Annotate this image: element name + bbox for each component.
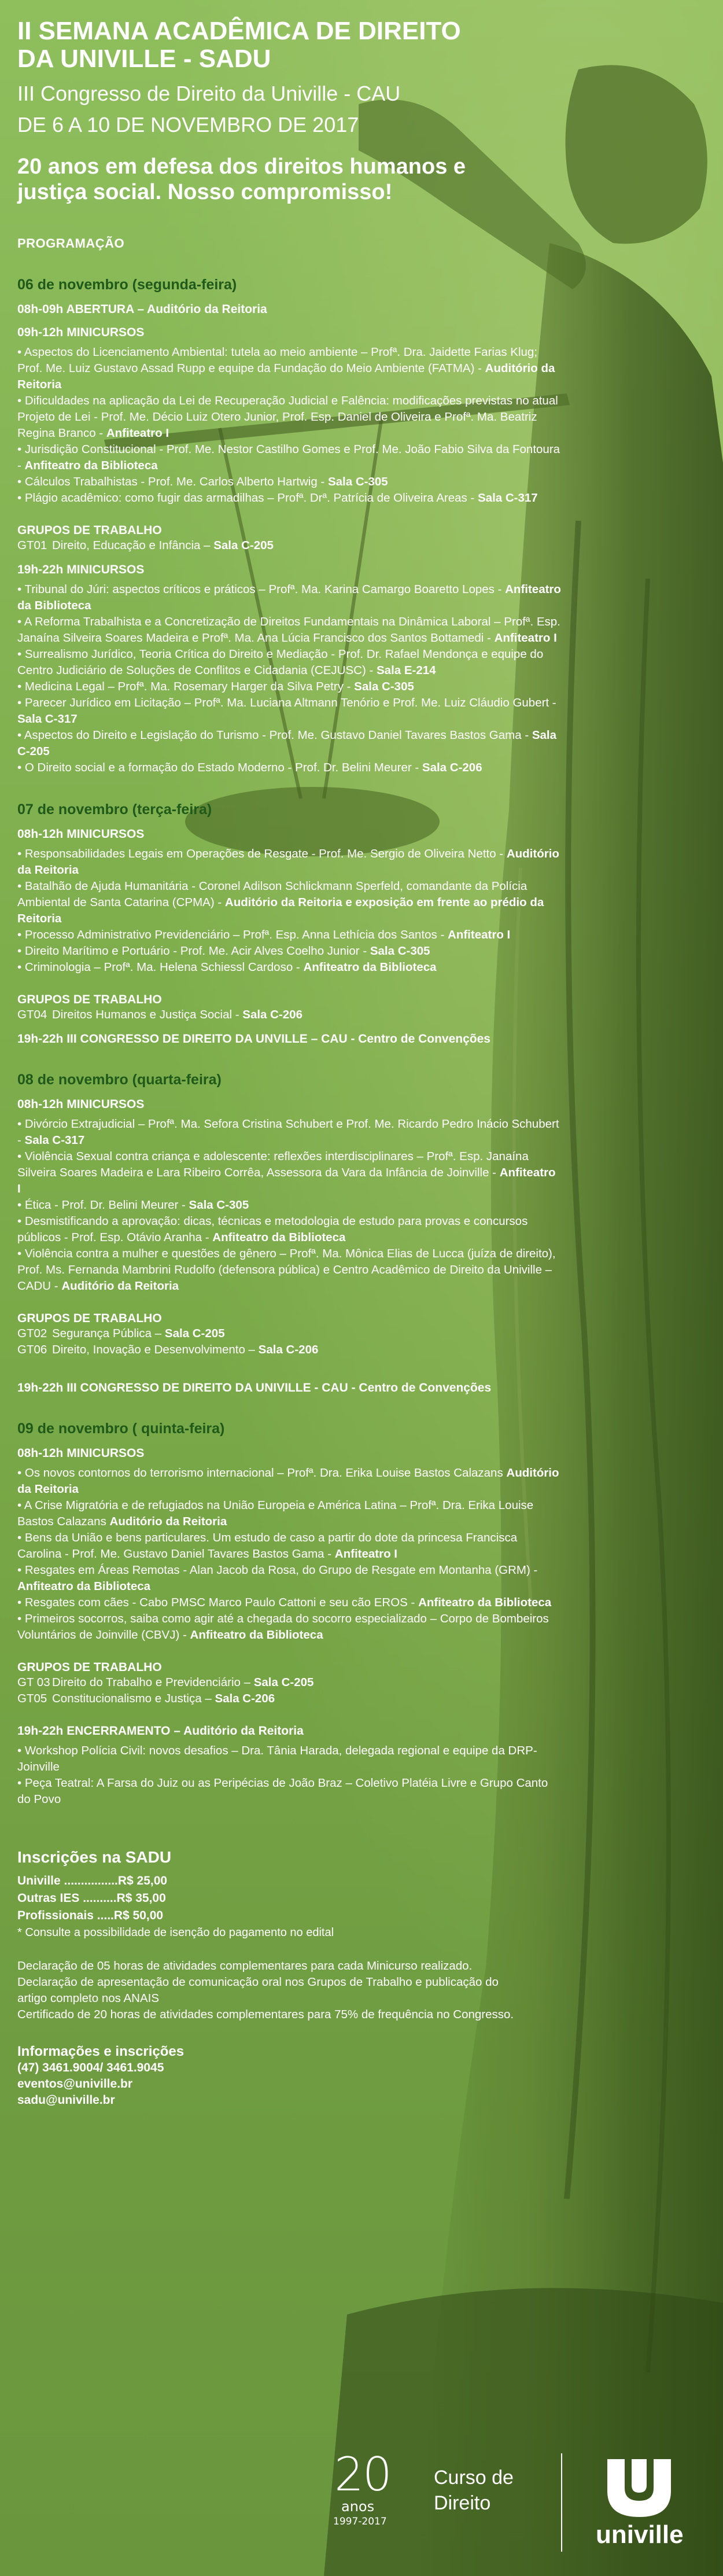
session-row	[17, 1098, 561, 1112]
item-location: Anfiteatro da Biblioteca	[303, 961, 437, 974]
list-item	[17, 1497, 561, 1530]
item-text: • Violência Sexual contra criança e adolescente: reflexões interdisciplinares – Profª. Esp. Janaína Silveira Soares Madeira e Lara Ribeiro Corrêa, Assessora da Vara da Infância de Joinville -	[17, 1150, 529, 1179]
congress-row	[17, 1032, 561, 1046]
item-location: Anfiteatro I	[106, 426, 169, 440]
gt-text: Direitos Humanos e Justiça Social -	[52, 1008, 243, 1021]
gt-code: GT04	[17, 1008, 47, 1021]
item-text: • Processo Administrativo Previdenciário – Profª. Esp. Anna Lethícia dos Santos -	[17, 928, 448, 941]
list-item	[17, 959, 561, 976]
gt-text: Segurança Pública –	[52, 1327, 165, 1340]
session-time: 09h-12h	[17, 326, 64, 339]
curso-line-2: Direito	[434, 2492, 491, 2514]
item-text: • Workshop Polícia Civil: novos desafios – Dra. Tânia Harada, delegada regional e equipe da DRP-Joinville	[17, 1744, 537, 1773]
motto-line-2: justiça social. Nosso compromisso!	[17, 180, 393, 204]
session-row	[17, 827, 561, 841]
gt-code: GT01	[17, 539, 47, 552]
curso-line-1: Curso de	[434, 2467, 514, 2489]
session-time: 19h-22h	[17, 1381, 64, 1394]
gt-code: GT 03	[17, 1676, 50, 1689]
session-row	[17, 303, 561, 317]
day-title: 06 de novembro (segunda-feira)	[17, 277, 237, 293]
list-item	[17, 1465, 561, 1497]
minicursos-list	[17, 846, 561, 976]
session-label: III CONGRESSO DE DIREITO DA UNIVILLE - CAU - Centro de Convenções	[67, 1381, 492, 1394]
item-text: • Direito Marítimo e Portuário - Prof. Me. Acir Alves Coelho Junior -	[17, 944, 370, 958]
gt-heading: GRUPOS DE TRABALHO	[17, 1312, 162, 1325]
item-location: Auditório da Reitoria	[17, 847, 559, 877]
list-item	[17, 393, 561, 441]
item-text: • Os novos contornos do terrorismo internacional – Profª. Dra. Erika Louise Bastos Calazans	[17, 1466, 507, 1480]
item-text: • A Crise Migratória e de refugiados na União Europeia e América Latina – Profª. Dra. Erika Louise Bastos Calazans	[17, 1499, 534, 1528]
gt-row	[17, 1007, 561, 1023]
minicursos-list	[17, 582, 561, 776]
gt-location: Sala C-205	[213, 539, 274, 552]
item-text: • Cálculos Trabalhistas - Prof. Me. Carlos Alberto Hartwig -	[17, 475, 328, 488]
event-subtitle: III Congresso de Direito da Univille - CAU	[17, 82, 401, 105]
contact-email[interactable]: sadu@univille.br	[17, 2093, 115, 2107]
list-item	[17, 1246, 561, 1294]
gt-row	[17, 1675, 561, 1691]
item-text: • Primeiros socorros, saiba como agir até a chegada do socorro especializado – Corpo de Bombeiros Voluntários de Joinville (CBVJ) -	[17, 1612, 549, 1642]
minicursos-list	[17, 1116, 561, 1294]
item-location: Sala C-305	[354, 680, 414, 693]
declaration-text: Certificado de 20 horas de atividades complementares para 75% de frequência no Congresso.	[17, 2008, 514, 2021]
item-location: Anfiteatro I	[494, 631, 557, 645]
list-item	[17, 1611, 561, 1643]
motto-line-1: 20 anos em defesa dos direitos humanos e	[17, 154, 466, 179]
gt-location: Sala C-206	[242, 1008, 303, 1021]
contact-section	[17, 2044, 561, 2108]
item-location: Sala C-305	[327, 475, 388, 488]
list-item	[17, 1595, 561, 1611]
day-section	[17, 1072, 561, 1395]
gt-code: GT06	[17, 1343, 47, 1356]
gt-code: GT02	[17, 1327, 47, 1340]
list-item	[17, 727, 561, 760]
item-text: • Bens da União e bens particulares. Um estudo de caso a partir do dote da princesa Francisca Carolina - Prof. Me. Gustavo Daniel Tavares Bastos Gama -	[17, 1531, 518, 1561]
price-line: Univille ................R$ 25,00	[17, 1874, 168, 1887]
gt-text: Direito do Trabalho e Previdenciário –	[52, 1676, 254, 1689]
list-item	[17, 441, 561, 474]
list-item	[17, 1743, 561, 1775]
gt-row	[17, 1342, 561, 1358]
item-location: Anfiteatro da Biblioteca	[190, 1628, 323, 1642]
session-time: 08h-09h	[17, 303, 64, 316]
item-text: • Tribunal do Júri: aspectos críticos e práticos – Profª. Ma. Karina Camargo Boaretto Lopes -	[17, 583, 506, 596]
list-item	[17, 878, 561, 927]
list-item	[17, 1530, 561, 1562]
minicursos-list	[17, 1465, 561, 1643]
item-text: • Resgates com cães - Cabo PMSC Marco Paulo Cattoni e seu cão EROS -	[17, 1596, 419, 1609]
item-location: Anfiteatro I	[334, 1547, 397, 1561]
item-location: Sala C-206	[422, 761, 482, 774]
gt-text: Direito, Inovação e Desenvolvimento –	[52, 1343, 259, 1356]
minicursos-list	[17, 344, 561, 506]
item-location: Auditório da Reitoria	[17, 1466, 559, 1496]
event-dates: DE 6 A 10 DE NOVEMBRO DE 2017	[17, 113, 359, 137]
price-line: Profissionais .....R$ 50,00	[17, 1909, 164, 1922]
congress-row	[17, 1381, 561, 1395]
session-row	[17, 563, 561, 577]
item-location: Anfiteatro da Biblioteca	[17, 583, 561, 612]
item-location: Anfiteatro da Biblioteca	[24, 459, 158, 472]
item-location: Sala C-305	[370, 944, 430, 958]
item-location: Sala C-205	[17, 728, 557, 758]
programacao-heading: PROGRAMAÇÃO	[17, 236, 125, 251]
session-time: 08h-12h	[17, 827, 64, 841]
session-time: 19h-22h	[17, 1032, 64, 1046]
footer-logos	[324, 2448, 717, 2563]
registration-section	[17, 1848, 561, 2023]
title-line-2: DA UNIVILLE - SADU	[17, 45, 271, 73]
declaration-text: Declaração de 05 horas de atividades complementares para cada Minicurso realizado.	[17, 1959, 473, 1973]
event-motto	[17, 154, 561, 205]
item-text: • Criminologia – Profª. Ma. Helena Schiessl Cardoso -	[17, 961, 304, 974]
day-title: 08 de novembro (quarta-feira)	[17, 1072, 222, 1088]
item-location: Auditório da Reitoria	[61, 1279, 179, 1293]
session-time: 19h-22h	[17, 1724, 64, 1738]
gt-text: Constitucionalismo e Justiça –	[52, 1692, 215, 1705]
contact-title: Informações e inscrições	[17, 2044, 185, 2059]
day-section	[17, 277, 561, 776]
logo-divider	[561, 2453, 562, 2552]
item-location: Auditório da Reitoria	[109, 1515, 227, 1528]
day-title: 09 de novembro ( quinta-feira)	[17, 1421, 225, 1437]
gt-row	[17, 1691, 561, 1707]
item-location: Anfiteatro da Biblioteca	[212, 1231, 346, 1244]
item-text: • Aspectos do Licenciamento Ambiental: tutela ao meio ambiente – Profª. Dra. Jaidette Farias Klug; Prof. Me. Luiz Gustavo Assad Rupp e equipe da Fundação do Meio Ambiente (FATMA) -	[17, 345, 538, 375]
item-location: Sala C-317	[24, 1134, 85, 1147]
item-text: • Jurisdição Constitucional - Prof. Me. Nestor Castilho Gomes e Prof. Me. João Fabio Silva da Fontoura -	[17, 443, 560, 472]
list-item	[17, 679, 561, 695]
session-label: MINICURSOS	[67, 1098, 145, 1111]
session-time: 08h-12h	[17, 1098, 64, 1111]
session-row	[17, 1724, 561, 1738]
list-item	[17, 846, 561, 878]
list-item	[17, 490, 561, 506]
list-item	[17, 1775, 561, 1808]
session-label: MINICURSOS	[67, 827, 145, 841]
item-text: • Responsabilidades Legais em Operações de Resgate - Prof. Me. Sergio de Oliveira Netto -	[17, 847, 507, 860]
list-item	[17, 943, 561, 959]
item-location: Auditório da Reitoria	[17, 362, 555, 391]
day-section	[17, 801, 561, 1046]
day-title: 07 de novembro (terça-feira)	[17, 801, 212, 818]
anos-range: 1997-2017	[333, 2516, 387, 2527]
list-item	[17, 344, 561, 393]
gt-location: Sala C-206	[215, 1692, 275, 1705]
gt-text: Direito, Educação e Infância –	[52, 539, 214, 552]
gt-location: Sala C-205	[164, 1327, 225, 1340]
anos-number: 20	[334, 2448, 391, 2501]
item-location: Sala C-317	[17, 712, 78, 726]
exemption-note: * Consulte a possibilidade de isenção do pagamento no edital	[17, 1926, 334, 1939]
gt-row	[17, 538, 561, 554]
list-item	[17, 1149, 561, 1197]
day-section	[17, 1421, 561, 1808]
item-text: • Peça Teatral: A Farsa do Juiz ou as Peripécias de João Braz – Coletivo Platéia Livre e Grupo Canto do Povo	[17, 1776, 548, 1806]
session-row	[17, 1447, 561, 1460]
session-time: 08h-12h	[17, 1447, 64, 1460]
item-location: Anfiteatro da Biblioteca	[418, 1596, 552, 1609]
session-label: ENCERRAMENTO – Auditório da Reitoria	[67, 1724, 304, 1738]
session-label: MINICURSOS	[67, 326, 145, 339]
gt-location: Sala C-205	[253, 1676, 314, 1689]
title-line-1: II SEMANA ACADÊMICA DE DIREITO	[17, 17, 461, 45]
item-location: Anfiteatro I	[17, 1166, 556, 1195]
contact-phone: (47) 3461.9004/ 3461.9045	[17, 2061, 164, 2074]
item-text: • Desmistificando a aprovação: dicas, técnicas e metodologia de estudo para provas e concursos públicos - Prof. Esp. Otávio Aranha -	[17, 1215, 528, 1244]
univille-logo-icon	[607, 2459, 671, 2517]
item-location: Sala E-214	[377, 664, 436, 677]
item-text: • Ética - Prof. Dr. Belini Meurer -	[17, 1198, 189, 1212]
item-location: Sala C-317	[478, 491, 538, 505]
univille-wordmark: univille	[596, 2520, 684, 2549]
item-text: • Resgates em Áreas Remotas - Alan Jacob da Rosa, do Grupo de Resgate em Montanha (GRM) -	[17, 1563, 538, 1577]
declaration-text: Declaração de apresentação de comunicação oral nos Grupos de Trabalho e publicação do artigo completo nos ANAIS	[17, 1975, 499, 2005]
gt-heading: GRUPOS DE TRABALHO	[17, 993, 162, 1006]
list-item	[17, 1213, 561, 1246]
list-item	[17, 646, 561, 679]
gt-code: GT05	[17, 1692, 47, 1705]
session-label: III CONGRESSO DE DIREITO DA UNVILLE – CAU - Centro de Convenções	[67, 1032, 490, 1046]
session-label: MINICURSOS	[67, 1447, 145, 1460]
list-item	[17, 474, 561, 490]
gt-heading: GRUPOS DE TRABALHO	[17, 1661, 162, 1674]
item-location: Auditório da Reitoria e exposição em frente ao prédio da Reitoria	[17, 896, 544, 925]
gt-location: Sala C-206	[258, 1343, 319, 1356]
item-text: • Medicina Legal – Profª. Ma. Rosemary Harger da Silva Petry -	[17, 680, 355, 693]
program-content	[17, 17, 561, 2108]
curso-direito-label	[434, 2465, 514, 2516]
list-item	[17, 1562, 561, 1595]
item-text: • Parecer Jurídico em Licitação – Profª. Ma. Luciana Altmann Tenório e Prof. Me. Luiz Cláudio Gubert -	[17, 696, 556, 709]
gt-heading: GRUPOS DE TRABALHO	[17, 524, 162, 537]
registration-title: Inscrições na SADU	[17, 1848, 172, 1866]
session-row	[17, 326, 561, 340]
item-text: • O Direito social e a formação do Estado Moderno - Prof. Dr. Belini Meurer -	[17, 761, 422, 774]
item-text: • Surrealismo Jurídico, Teoria Crítica do Direito e Mediação - Prof. Dr. Rafael Mendonça e equipe do Centro Judiciário de Soluções de Conflitos e Cidadania (CEJUSC) -	[17, 647, 544, 677]
session-label: ABERTURA – Auditório da Reitoria	[66, 303, 267, 316]
item-text: • A Reforma Trabalhista e a Concretização de Direitos Fundamentais na Dinâmica Laboral – Profª. Esp. Janaína Silveira Soares Madeira e Profª. Ma. Ana Lúcia Francisco dos Santos Bottamedi -	[17, 615, 560, 645]
item-location: Anfiteatro I	[448, 928, 511, 941]
list-item	[17, 695, 561, 727]
session-label: MINICURSOS	[67, 563, 145, 576]
item-text: • Plágio acadêmico: como fugir das armadilhas – Profª. Drª. Patrícia de Oliveira Areas -	[17, 491, 478, 505]
contact-email[interactable]: eventos@univille.br	[17, 2077, 133, 2091]
session-time: 19h-22h	[17, 563, 64, 576]
closing-list	[17, 1743, 561, 1808]
item-text: • Aspectos do Direito e Legislação do Turismo - Prof. Me. Gustavo Daniel Tavares Bastos Gama -	[17, 728, 532, 742]
item-text: • Violência contra a mulher e questões de gênero – Profª. Ma. Mônica Elias de Lucca (juíza de direito), Prof. Ms. Fernanda Mambrini Rudolfo (defensora pública) e Centro Acadêmico de Direito da Univille – CADU -	[17, 1247, 556, 1293]
list-item	[17, 1197, 561, 1213]
gt-row	[17, 1326, 561, 1342]
event-title	[17, 17, 561, 73]
list-item	[17, 1116, 561, 1149]
item-text: • Batalhão de Ajuda Humanitária - Coronel Adilson Schlickmann Sperfeld, comandante da Polícia Ambiental de Santa Catarina (CPMA) -	[17, 879, 528, 909]
price-line: Outras IES ..........R$ 35,00	[17, 1891, 166, 1905]
item-location: Sala C-305	[189, 1198, 249, 1212]
item-text: • Dificuldades na aplicação da Lei de Recuperação Judicial e Falência: modificações previstas no atual Projeto de Lei - Prof. Me. Décio Luiz Otero Junior, Prof. Esp. Daniel de Oliveira e Profª. Ma. Beatriz Regina Branco -	[17, 394, 558, 440]
anos-word: anos	[341, 2498, 375, 2515]
item-location: Anfiteatro da Biblioteca	[17, 1580, 151, 1593]
list-item	[17, 760, 561, 776]
item-text: • Divórcio Extrajudicial – Profª. Ma. Sefora Cristina Schubert e Prof. Me. Ricardo Pedro Inácio Schubert -	[17, 1117, 559, 1147]
list-item	[17, 927, 561, 943]
list-item	[17, 614, 561, 646]
list-item	[17, 582, 561, 614]
